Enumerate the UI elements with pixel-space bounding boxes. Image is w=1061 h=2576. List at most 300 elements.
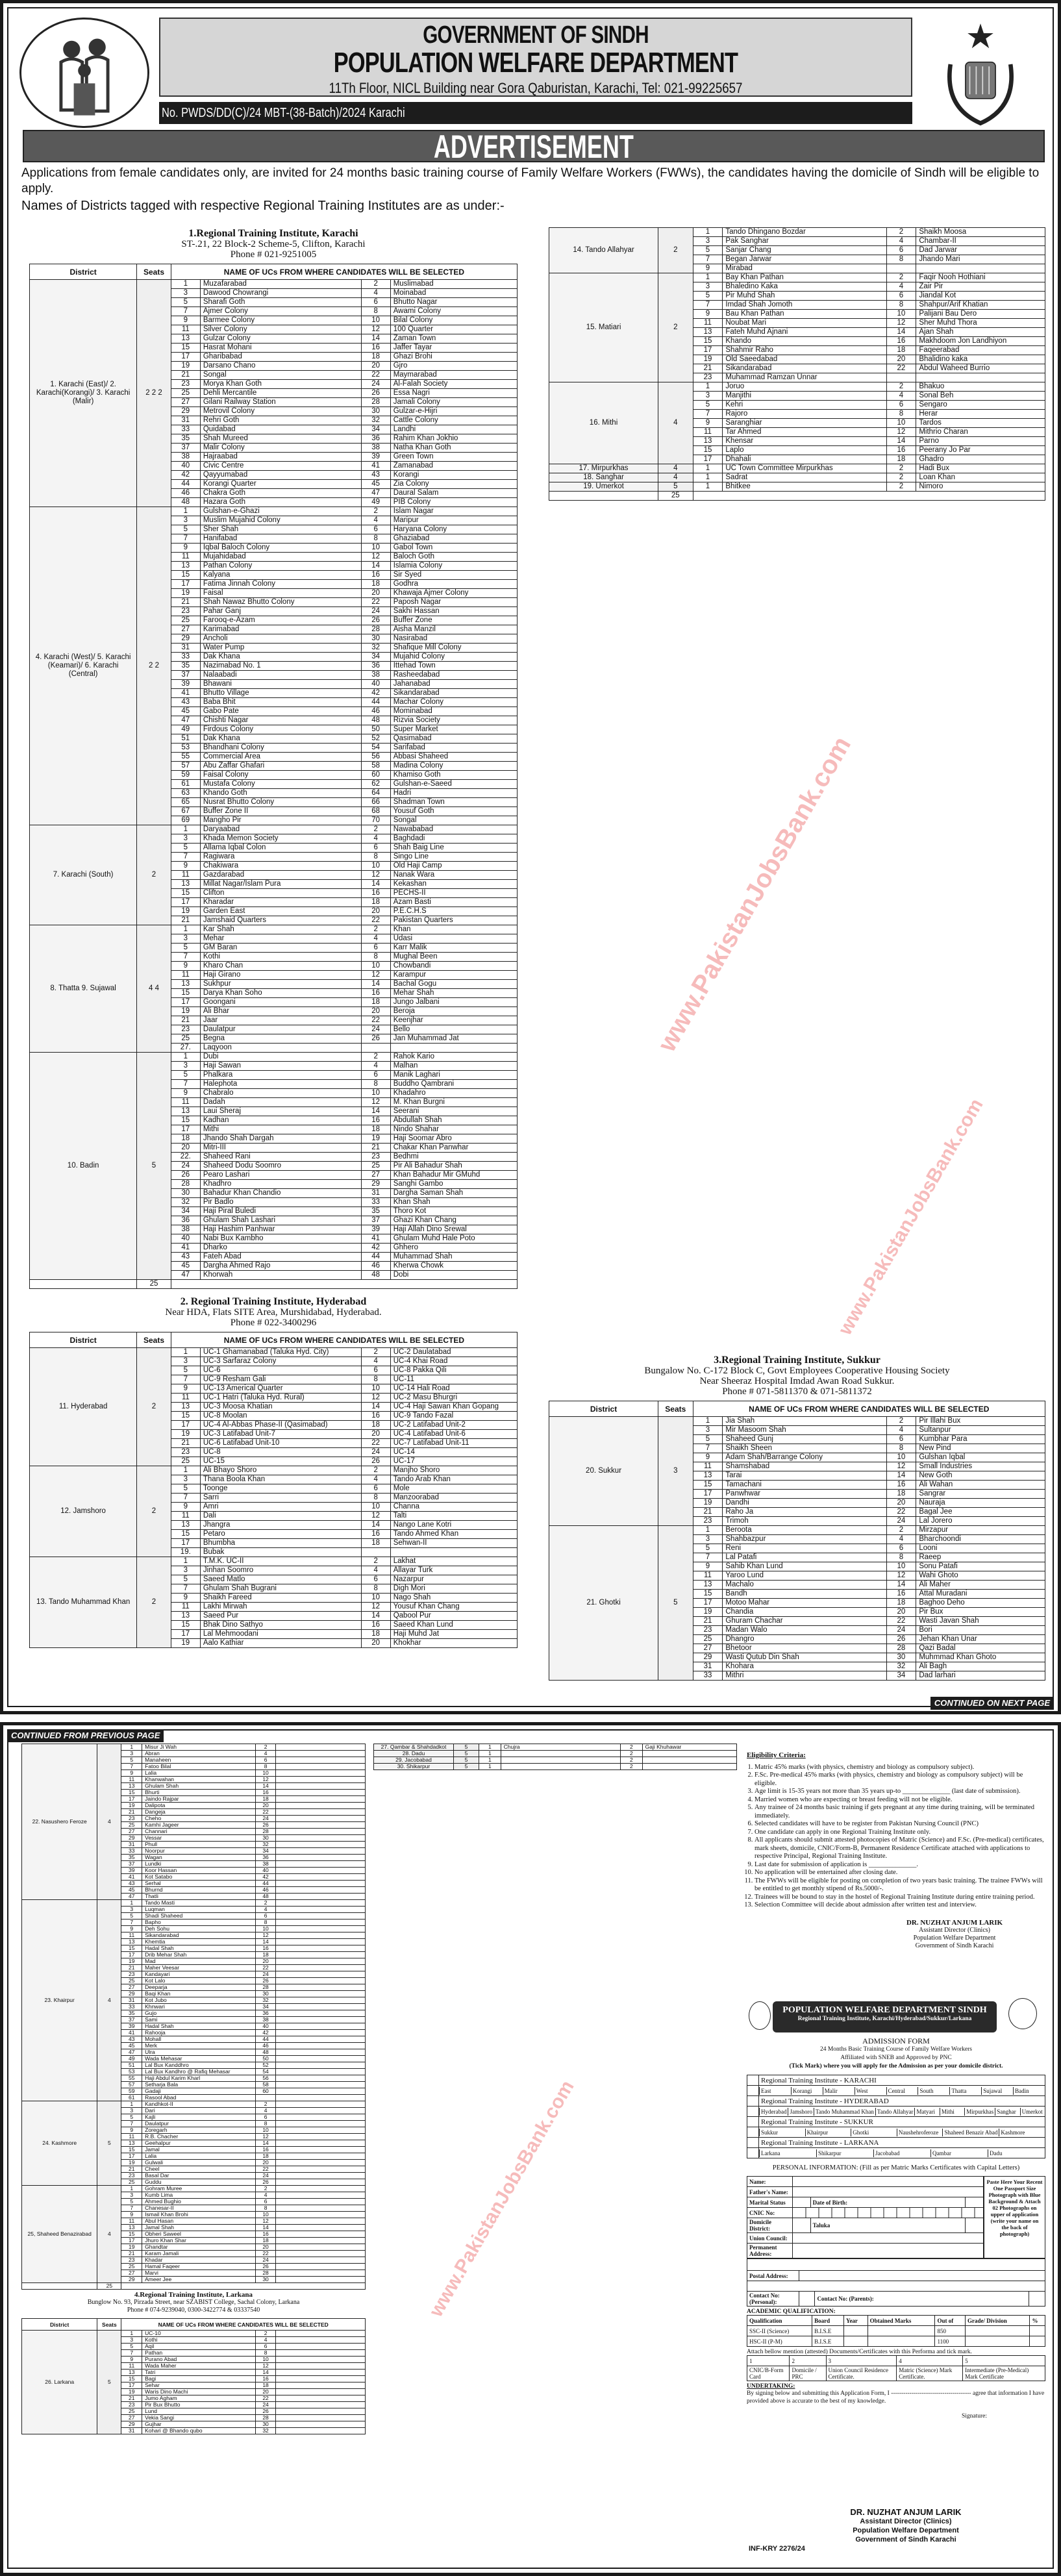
uc-number: 2 [621, 1764, 643, 1770]
district-option[interactable]: Qambar [930, 2149, 988, 2157]
population-welfare-logo-icon [19, 18, 149, 128]
uc-number: 15 [171, 1412, 200, 1421]
uc-name: UC-4 Khai Road [390, 1357, 517, 1366]
uc-number: 11 [121, 1777, 142, 1783]
uc-name: UC-7 Latifabad Unit-11 [390, 1439, 517, 1448]
academic-header: Year [843, 2316, 868, 2326]
uc-name: Gujo [142, 2010, 256, 2017]
uc-number: 2 [361, 507, 390, 516]
uc-name: Wagan [142, 1855, 256, 1861]
uc-name [276, 2402, 366, 2408]
uc-number: 2 [361, 1557, 390, 1566]
total-seats: 25 [658, 492, 693, 501]
ucs-header: NAME OF UCs FROM WHERE CANDIDATES WILL BE SELECTED [121, 2319, 366, 2331]
uc-name [276, 2363, 366, 2370]
uc-number: 18 [255, 1796, 276, 1803]
uc-number: 3 [171, 1566, 200, 1575]
uc-number: 15 [121, 1790, 142, 1796]
institute-districts-row [747, 2148, 1045, 2158]
district-option[interactable]: Sujawal [981, 2087, 1013, 2095]
signature-label: Signature: [961, 2413, 987, 2420]
uc-name: Saeed Khan Lund [390, 1621, 517, 1630]
uc-name: Sadrat [723, 473, 886, 482]
district-option[interactable]: Sanghar [995, 2108, 1019, 2116]
contact-personal-field[interactable] [799, 2292, 815, 2307]
uc-number: 31 [171, 416, 200, 425]
uc-number: 10 [361, 962, 390, 971]
uc-name: Panwhwar [723, 1490, 886, 1499]
uc-number: 49 [361, 498, 390, 507]
uc-number: 2 [886, 228, 916, 237]
uc-number: 47 [171, 716, 200, 725]
uc-number: 18 [886, 346, 916, 355]
uc-name: Thoro Kot [390, 1207, 517, 1216]
table-header-row [22, 2319, 366, 2331]
uc-number: 16 [361, 1116, 390, 1125]
uc-number: 38 [171, 1225, 200, 1234]
uc-number: 13 [693, 437, 723, 446]
academic-header: % [1030, 2316, 1045, 2326]
uc-number: 3 [171, 834, 200, 844]
district-option[interactable]: Korangi [791, 2087, 823, 2095]
academic-cell[interactable] [843, 2336, 868, 2347]
uc-name: Kehri [723, 401, 886, 410]
uc-name: Ali Bhar [200, 1007, 361, 1016]
institute-label: Regional Training Institute - LARKANA [759, 2138, 1045, 2148]
district-option[interactable]: Mirpurkhas [964, 2108, 995, 2116]
uc-number: 12 [361, 553, 390, 562]
uc-number: 30 [361, 407, 390, 416]
academic-cell[interactable] [1030, 2336, 1045, 2347]
uc-name: Nazarpur [390, 1575, 517, 1584]
uc-number: 1 [171, 1348, 200, 1357]
district-option[interactable]: Malir [823, 2087, 855, 2095]
uc-number: 21 [121, 2166, 142, 2173]
uc-name: Obheri Saweel [142, 2231, 256, 2238]
uc-number: 2 [255, 1744, 276, 1751]
uc-number: 2 [361, 1053, 390, 1062]
uc-name: Rahok Kario [390, 1053, 517, 1062]
eligibility-item: 3. Age limit is 15-35 years not more than 35 years up-to ______________ (last date of submission). [755, 1788, 1045, 1796]
uc-name: Madina Colony [390, 762, 517, 771]
uc-name: Tatri [142, 2370, 256, 2376]
table-row [549, 1526, 1045, 1535]
uc-name: Buddho Qambrani [390, 1080, 517, 1089]
uc-name: Sarifabad [390, 744, 517, 753]
department-title: POPULATION WELFARE DEPARTMENT [333, 47, 738, 79]
institute-tick-box[interactable] [747, 2075, 759, 2086]
uc-name: Merk [142, 2043, 256, 2049]
advertisement-heading: ADVERTISEMENT [433, 129, 634, 165]
district-seats: 5 [453, 1764, 479, 1770]
uc-name: Khohara [723, 1662, 886, 1671]
uc-number: 40 [255, 1868, 276, 1874]
uc-number: 46 [361, 707, 390, 716]
uc-name: Karampur [390, 971, 517, 980]
uc-number: 8 [361, 953, 390, 962]
uc-number: 2 [886, 1417, 916, 1426]
uc-name: Dehli Mercantile [200, 389, 361, 398]
uc-name: Sanghi Gambo [390, 1180, 517, 1189]
uc-number: 18 [255, 2153, 276, 2160]
district-option[interactable]: Sukkur [759, 2129, 805, 2136]
uc-number: 29 [171, 407, 200, 416]
institute-tick-box[interactable] [747, 2096, 759, 2107]
uc-name [276, 2428, 366, 2434]
uc-name [276, 1809, 366, 1816]
document-number[interactable]: 4 [897, 2356, 963, 2366]
district-option[interactable]: Shaheed Benazir Abad [942, 2129, 999, 2136]
uc-number: 11 [171, 553, 200, 562]
uc-number: 4 [361, 834, 390, 844]
uc-name [276, 2357, 366, 2363]
uc-name: Sami [142, 2017, 256, 2023]
uc-name: Sarri [200, 1494, 361, 1503]
district-option[interactable]: Shikarpur [816, 2149, 873, 2157]
academic-cell[interactable] [868, 2326, 935, 2336]
uc-number: 3 [171, 934, 200, 944]
uc-name: Parno [916, 437, 1045, 446]
uc-number: 8 [255, 2205, 276, 2212]
academic-cell[interactable] [843, 2326, 868, 2336]
uc-name: Zaman Town [390, 334, 517, 344]
permanent-address-field[interactable] [793, 2244, 984, 2258]
uc-name: Bhutto Nagar [390, 298, 517, 307]
district-option[interactable]: Kashmore [999, 2129, 1045, 2136]
uc-number: 20 [255, 2389, 276, 2395]
table-row [549, 482, 1045, 492]
uc-name: Cattle Colony [390, 416, 517, 425]
uc-name [276, 2069, 366, 2075]
uc-name: P.E.C.H.S [390, 907, 517, 916]
uc-number: 19 [121, 2160, 142, 2166]
uc-number: 3 [693, 237, 723, 246]
district-option[interactable]: Khairpur [805, 2129, 851, 2136]
uc-number: 8 [886, 255, 916, 264]
district-seats: 4 [97, 1900, 121, 2101]
uc-name: Shahmir Raho [723, 346, 886, 355]
uc-number: 39 [171, 680, 200, 689]
uc-number: 41 [121, 2030, 142, 2036]
uc-number: 27 [121, 2415, 142, 2421]
academic-header-row [747, 2316, 1045, 2326]
uc-name: Bhandhani Colony [200, 744, 361, 753]
eligibility-title: Eligibility Criteria: [747, 1751, 806, 1759]
uc-number: 2 [886, 464, 916, 473]
uc-number: 2 [255, 2331, 276, 2337]
uc-name: Basal Dar [142, 2173, 256, 2179]
uc-number: 68 [361, 807, 390, 816]
uc-name: Morya Khan Goth [200, 380, 361, 389]
document-number[interactable]: 3 [826, 2356, 897, 2366]
uc-number: 18 [361, 998, 390, 1007]
uc-name: Gadaji [142, 2088, 256, 2095]
uc-number: 11 [171, 871, 200, 880]
total-spacer [121, 2283, 366, 2290]
uc-name: Thatli [142, 1894, 256, 1900]
uc-number: 14 [361, 334, 390, 344]
district-option[interactable]: Matyari [914, 2108, 939, 2116]
district-option[interactable]: West [855, 2087, 886, 2095]
form-banner-title: POPULATION WELFARE DEPARTMENT SINDH [782, 2005, 987, 2015]
uc-number: 41 [171, 1244, 200, 1253]
uc-number: 5 [693, 246, 723, 255]
district-option[interactable]: Tando Muhammad Khan [814, 2108, 875, 2116]
uc-number: 36 [255, 2010, 276, 2017]
district-option[interactable]: Thatta [949, 2087, 981, 2095]
district-option[interactable]: Badin [1013, 2087, 1045, 2095]
uc-name: Khensar [723, 437, 886, 446]
uc-name: Hazara Goth [200, 498, 361, 507]
uc-number: 36 [361, 662, 390, 671]
uc-number: 15 [171, 989, 200, 998]
uc-name: Small Industries [916, 1462, 1045, 1471]
uc-name: Singo Line [390, 853, 517, 862]
uc-number: 25 [121, 1978, 142, 1984]
uc-number: 2 [886, 382, 916, 392]
uc-name: Ghulam Shah [142, 1783, 256, 1790]
document-name: Matric (Science) Mark Certificate. [897, 2366, 963, 2381]
uc-name: Khorwah [200, 1271, 361, 1280]
postal-address-field[interactable] [799, 2271, 1045, 2281]
uc-name: UC-15 [200, 1457, 361, 1466]
uc-name: Khadar [142, 2257, 256, 2264]
uc-number: 8 [886, 1444, 916, 1453]
dob-field[interactable] [966, 2197, 984, 2208]
uc-name: Thana Boola Khan [200, 1475, 361, 1484]
uc-name [276, 2408, 366, 2415]
uc-number: 55 [121, 2075, 142, 2082]
uc-name [276, 2382, 366, 2389]
academic-cell[interactable] [966, 2326, 1030, 2336]
uc-number: 27 [693, 1644, 723, 1653]
uc-number: 45 [171, 1262, 200, 1271]
uc-number: 45 [121, 1887, 142, 1894]
uc-name: Kadhan [200, 1116, 361, 1125]
uc-number: 22 [255, 2251, 276, 2257]
uc-name: UC-4 Haji Sawan Khan Gopang [390, 1403, 517, 1412]
district-name: 16. Mithi [549, 382, 658, 464]
uc-number: 6 [255, 1913, 276, 1919]
district-options [759, 2086, 1045, 2096]
document-number[interactable]: 2 [790, 2356, 826, 2366]
uc-number: 16 [361, 344, 390, 353]
father-name-field[interactable] [793, 2187, 984, 2197]
uc-number: 7 [693, 1444, 723, 1453]
postal-address-line-2[interactable] [747, 2281, 1045, 2292]
uc-name: Faisal [200, 589, 361, 598]
district-option[interactable]: Naushehroferoze [897, 2129, 943, 2136]
district-option[interactable]: Umerkot [1020, 2108, 1045, 2116]
uc-name: Zamanabad [390, 462, 517, 471]
uc-number: 10 [886, 419, 916, 428]
uc-name: Gulwali [142, 2160, 256, 2166]
uc-name [276, 2153, 366, 2160]
uc-number: 23 [693, 373, 723, 382]
uc-name: Deeparja [142, 1984, 256, 1991]
table-row [30, 825, 518, 834]
uc-number: 5 [121, 1913, 142, 1919]
uc-number: 39 [361, 1225, 390, 1234]
uc-number: 30 [171, 1189, 200, 1198]
uc-number: 1 [121, 2331, 142, 2337]
uc-number: 22 [255, 1809, 276, 1816]
uc-number: 30 [886, 1653, 916, 1662]
uc-name: Ghulam Shah Lashari [200, 1216, 361, 1225]
district-seats: 2 [658, 228, 693, 273]
institute-tick-box[interactable] [747, 2138, 759, 2148]
uc-number: 21 [121, 1965, 142, 1971]
cnic-field[interactable] [793, 2208, 984, 2218]
taluka-field[interactable] [966, 2218, 984, 2233]
uc-name [501, 1764, 620, 1770]
document-number[interactable]: 5 [963, 2356, 1045, 2366]
district-option[interactable]: Jamshoro [788, 2108, 814, 2116]
uc-number: 6 [886, 1435, 916, 1444]
document-name: CNIC/B-Form Card [747, 2366, 790, 2381]
uc-number: 65 [171, 798, 200, 807]
uc-name: Pearo Lashari [200, 1171, 361, 1180]
uc-name: Sehar [142, 2382, 256, 2389]
district-option[interactable]: Jacobabad [873, 2149, 930, 2157]
uc-name: Waris Dino Machi [142, 2389, 256, 2395]
permanent-address-line-2[interactable] [747, 2259, 1045, 2271]
uc-name: Hamal Faqeer [142, 2264, 256, 2270]
district-option[interactable]: Hyderabad [759, 2108, 788, 2116]
signatory-government: Government of Sindh Karachi [915, 1942, 994, 1949]
document-number[interactable]: 1 [747, 2356, 790, 2366]
uc-name: Millat Nagar/Islam Pura [200, 880, 361, 889]
uc-number: 26 [361, 616, 390, 625]
uc-name: Beroota [723, 1526, 886, 1535]
uc-name: Metrovil Colony [200, 407, 361, 416]
uc-name: Gulshan Iqbal [916, 1453, 1045, 1462]
uc-name: UC-14 Hali Road [390, 1384, 517, 1394]
uc-number: 22 [361, 598, 390, 607]
uc-name [276, 1829, 366, 1835]
uc-name: Imdad Shah Jomoth [723, 301, 886, 310]
uc-name: Allayar Turk [390, 1566, 517, 1575]
uc-name: Kalyana [200, 571, 361, 580]
uc-number: 20 [255, 2244, 276, 2251]
academic-cell: SSC-II (Science) [747, 2326, 812, 2336]
uc-number: 56 [361, 753, 390, 762]
uc-number: 11 [171, 1098, 200, 1107]
union-council-field[interactable] [793, 2233, 984, 2244]
taluka-label: Taluka [810, 2218, 966, 2233]
uc-number: 1 [171, 925, 200, 934]
uc-name: Bilal Colony [390, 316, 517, 325]
uc-name: Landhi [390, 425, 517, 434]
uc-name: Ahmed Bughio [142, 2199, 256, 2205]
district-option[interactable]: South [917, 2087, 949, 2095]
uc-name: Songal [390, 816, 517, 825]
uc-number: 2 [255, 1900, 276, 1907]
district-option[interactable]: Mithi [940, 2108, 964, 2116]
uc-number: 29 [121, 2421, 142, 2428]
uc-number: 2 [886, 473, 916, 482]
academic-cell: 1100 [935, 2336, 966, 2347]
uc-name: UC-4 Latifabad Unit-6 [390, 1430, 517, 1439]
uc-number: 7 [121, 2205, 142, 2212]
uc-name: Cheho [142, 1816, 256, 1822]
uc-number: 21 [693, 1508, 723, 1517]
institute-title: 3.Regional Training Institute, Sukkur [714, 1355, 880, 1366]
uc-number: 19 [361, 1134, 390, 1144]
uc-number: 16 [255, 2147, 276, 2153]
uc-name: Karimabad [200, 625, 361, 634]
uc-number: 25 [121, 2408, 142, 2415]
table-row [374, 1751, 737, 1757]
uc-name: Bhaledino Kaka [723, 282, 886, 292]
uc-name: Baba Bhit [200, 698, 361, 707]
uc-number: 10 [361, 544, 390, 553]
uc-number: 22 [255, 2395, 276, 2402]
uc-name: Sikandarabad [723, 364, 886, 373]
uc-name [276, 2251, 366, 2257]
uc-number [886, 373, 916, 382]
larkana-block [21, 2290, 366, 2434]
uc-number: 28 [361, 398, 390, 407]
uc-number: 21 [693, 1617, 723, 1626]
district-option[interactable]: Larkana [759, 2149, 816, 2157]
uc-name [276, 2376, 366, 2382]
larkana-continuation-column [373, 1744, 737, 2575]
district-option[interactable]: Tando Allahyar [875, 2108, 915, 2116]
uc-number: 40 [171, 462, 200, 471]
uc-name [276, 1783, 366, 1790]
uc-name [916, 264, 1045, 273]
marital-status-field[interactable] [793, 2197, 811, 2208]
contact-parents-field[interactable] [1029, 2292, 1045, 2307]
institute-tick-box[interactable] [747, 2117, 759, 2127]
district-option[interactable]: Central [886, 2087, 918, 2095]
uc-number: 4 [886, 1426, 916, 1435]
academic-cell[interactable] [1030, 2326, 1045, 2336]
uc-number: 3 [171, 289, 200, 298]
uc-number: 11 [693, 428, 723, 437]
uc-name: Dobi [390, 1271, 517, 1280]
uc-number: 41 [171, 689, 200, 698]
district-seats: 5 [97, 2331, 121, 2434]
uc-number: 16 [361, 571, 390, 580]
uc-number: 47 [171, 1271, 200, 1280]
uc-name: Shadman Town [390, 798, 517, 807]
academic-cell[interactable] [868, 2336, 935, 2347]
district-seats: 4 [97, 2186, 121, 2283]
name-field[interactable] [793, 2177, 984, 2187]
academic-cell[interactable] [966, 2336, 1030, 2347]
district-option[interactable]: Ghotki [851, 2129, 897, 2136]
uc-name [276, 2192, 366, 2199]
uc-name: Began Jarwar [723, 255, 886, 264]
uc-number: 9 [171, 1594, 200, 1603]
district-option[interactable]: Dadu [988, 2149, 1045, 2157]
advertisement-page-2 [0, 1722, 1061, 2576]
uc-number: 1 [171, 1053, 200, 1062]
uc-name: Darsano Chano [200, 362, 361, 371]
uc-number: 43 [361, 471, 390, 480]
uc-number: 42 [255, 2030, 276, 2036]
eligibility-item: 5. Any trainee of 24 months basic training if gets pregnant at any time during training, will be terminated immediately. [755, 1804, 1045, 1820]
district-option[interactable]: East [759, 2087, 791, 2095]
uc-name: Makhdoom Jon Landhiyon [916, 337, 1045, 346]
domicile-field[interactable] [793, 2218, 811, 2233]
uc-name: Manjithi [723, 392, 886, 401]
uc-name: Ali Bagh [916, 1662, 1045, 1671]
uc-number: 27 [121, 1984, 142, 1991]
uc-number: 1 [693, 228, 723, 237]
